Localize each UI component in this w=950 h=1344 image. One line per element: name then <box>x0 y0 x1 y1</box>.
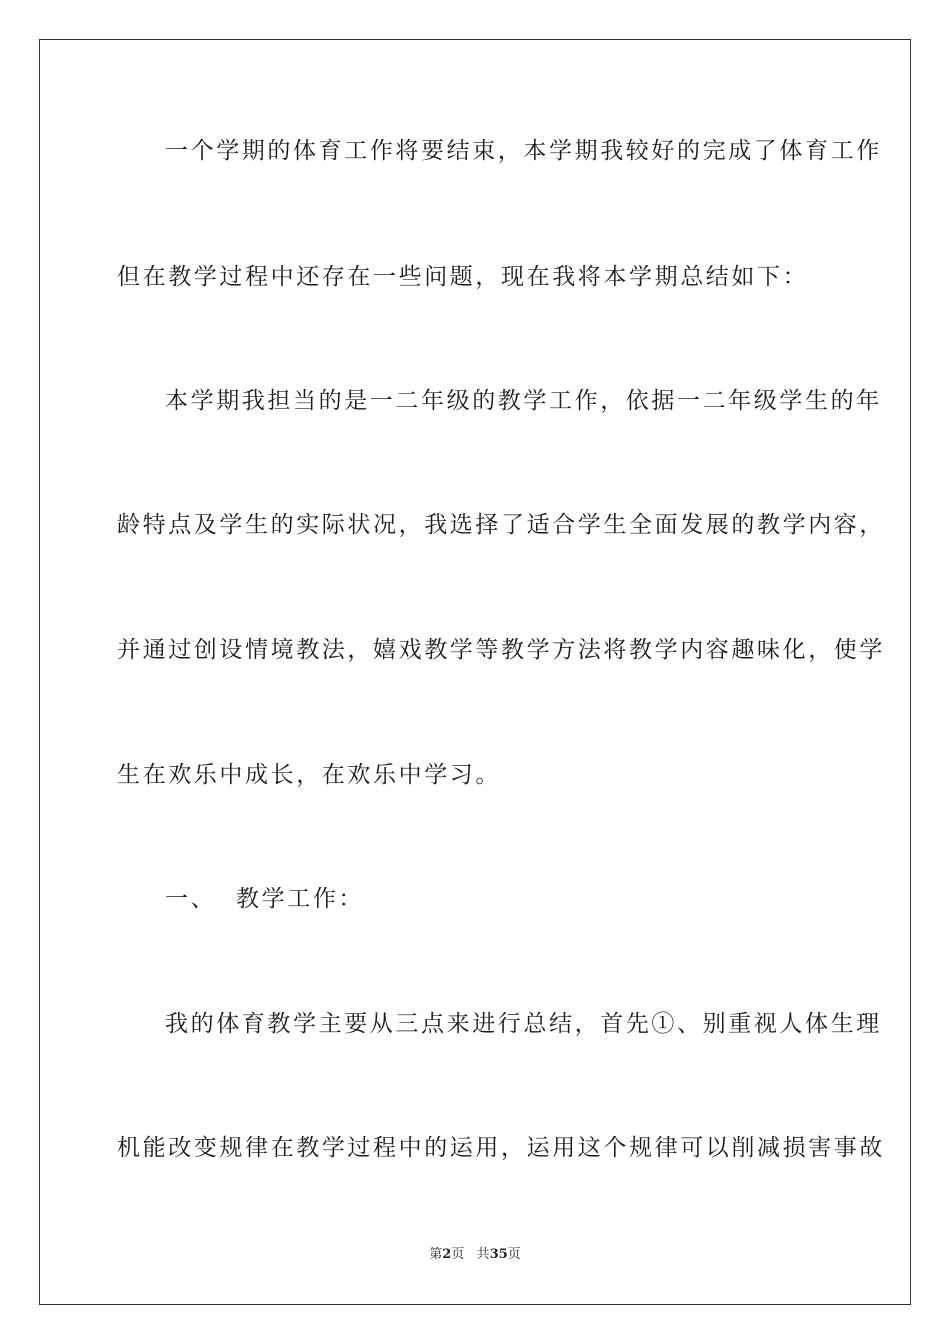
paragraph-line-3: 本学期我担当的是一二年级的教学工作，依据一二年级学生的年 <box>165 388 882 414</box>
footer-total-suffix: 页 <box>507 1247 521 1262</box>
paragraph-line-8: 我的体育教学主要从三点来进行总结，首先①、别重视人体生理 <box>165 1011 882 1037</box>
footer-page-prefix: 第 <box>429 1247 443 1262</box>
page-footer <box>0 1247 950 1263</box>
paragraph-line-4: 龄特点及学生的实际状况，我选择了适合学生全面发展的教学内容， <box>117 512 885 538</box>
page-border <box>39 39 911 1305</box>
paragraph-line-6: 生在欢乐中成长，在欢乐中学习。 <box>117 762 501 788</box>
section-heading: 一、 教学工作： <box>165 886 365 912</box>
paragraph-line-9: 机能改变规律在教学过程中的运用，运用这个规律可以削减损害事故 <box>117 1135 885 1161</box>
paragraph-line-5: 并通过创设情境教法，嬉戏教学等教学方法将教学内容趣味化，使学 <box>117 637 885 663</box>
footer-page-suffix: 页 <box>451 1247 465 1262</box>
footer-page-number: 2 <box>442 1247 452 1262</box>
footer-total-pages: 35 <box>489 1247 508 1262</box>
paragraph-line-2: 但在教学过程中还存在一些问题，现在我将本学期总结如下： <box>117 264 809 290</box>
paragraph-line-1: 一个学期的体育工作将要结束，本学期我较好的完成了体育工作 <box>165 138 882 164</box>
footer-total-prefix: 共 <box>476 1247 490 1262</box>
